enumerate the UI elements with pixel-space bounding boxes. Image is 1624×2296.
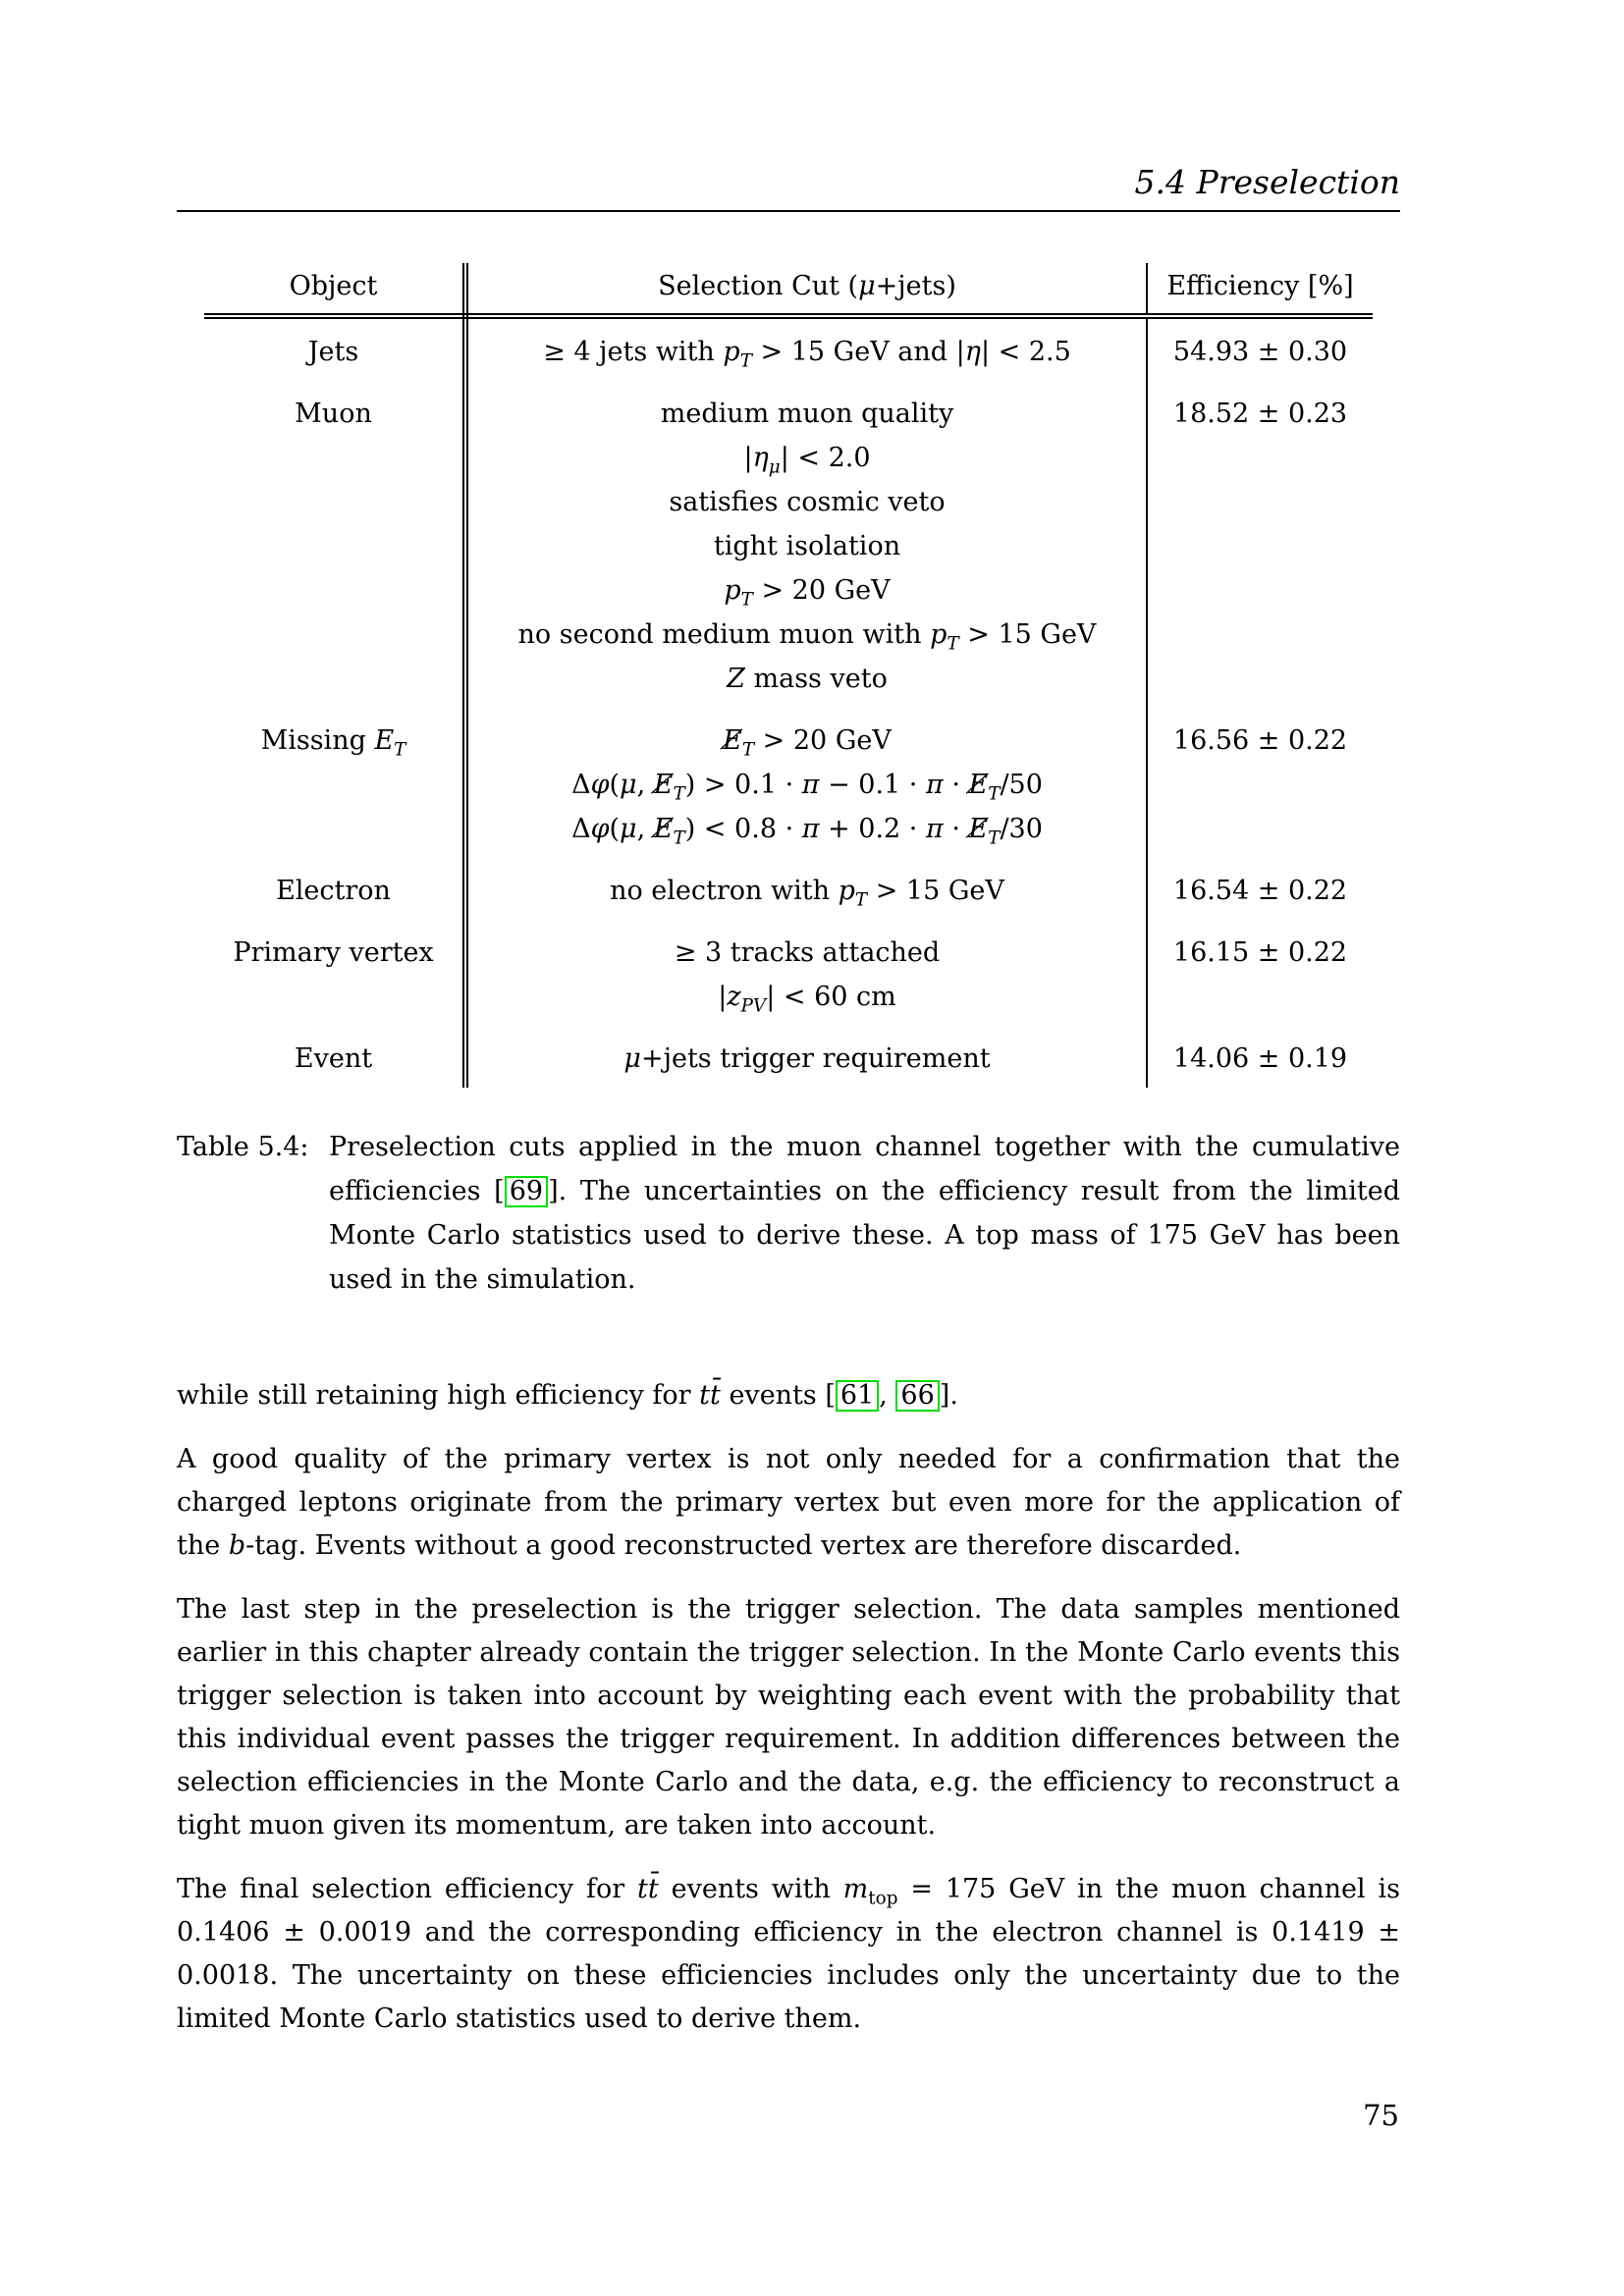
body-text <box>177 1374 1400 2041</box>
cuts-cell <box>465 708 1147 858</box>
body-paragraph-4: The final selection efficiency for tt̄ events with $m_{top} = 175$ GeV in the muon channel is 0.1406 ± 0.0019 and the corresponding efficiency in the electron channel is 0.1419 ± 0.0018. The uncertainty on these efficiencies includes only the uncertainty due to the limited Monte Carlo statistics used to derive them. <box>177 1874 1401 2034</box>
cut-line: satisfies cosmic veto <box>669 487 946 517</box>
cut-line: $|z_{PV}| < 60$ cm <box>718 982 896 1017</box>
column-header-efficiency: Efficiency [%] <box>1147 263 1373 316</box>
object-cell: Missing $E_T$ <box>204 708 465 858</box>
table-row-muon <box>204 381 1373 708</box>
caption-label: Table 5.4: <box>177 1132 309 1162</box>
cut-line: no electron with $p_T > 15$ GeV <box>610 876 1004 911</box>
cut-line: ≥ 3 tracks attached <box>674 937 941 968</box>
table-row-missing-et <box>204 708 1373 858</box>
header-rule <box>177 210 1400 212</box>
cuts-cell <box>465 1026 1147 1088</box>
cut-line: tight isolation <box>713 531 901 561</box>
running-header <box>177 0 1400 212</box>
table-row-primary-vertex <box>204 920 1373 1026</box>
object-cell: Primary vertex <box>204 920 465 1026</box>
cut-line: $p_T > 20$ GeV <box>724 575 891 611</box>
table-header-row <box>204 263 1373 316</box>
cuts-cell <box>465 381 1147 708</box>
efficiency-cell: 16.56 ± 0.22 <box>1172 725 1348 756</box>
caption-text: Preselection cuts applied in the muon channel together with the cumulative efficiencies [ 69 ]. The uncertainties on the efficiency result from the limited Monte Carlo statistics used to derive these. A top mass of 175 GeV has been used in the simulation. <box>329 1132 1400 1295</box>
object-cell: Jets <box>204 316 465 381</box>
cut-line: μ+jets trigger requirement <box>623 1043 991 1074</box>
efficiency-cell: 16.54 ± 0.22 <box>1172 876 1348 906</box>
object-cell: Event <box>204 1026 465 1088</box>
table-row-event <box>204 1026 1373 1088</box>
cuts-cell <box>465 316 1147 381</box>
text-block <box>177 0 1400 2041</box>
cuts-cell <box>465 858 1147 920</box>
body-paragraph-1: while still retaining high efficiency for tt̄ events [ 61 , 66 ]. <box>177 1380 958 1411</box>
citation-link[interactable]: 61 <box>836 1380 879 1412</box>
citation-link[interactable]: 69 <box>505 1176 548 1207</box>
column-header-selection-cut: Selection Cut (μ+jets) <box>465 263 1147 316</box>
body-paragraph-3: The last step in the preselection is the trigger selection. The data samples mentioned earlier in this chapter already contain the trigger selection. In the Monte Carlo events this trigger selection is taken into account by weighting each event with the probability that this individual event passes the trigger requirement. In addition differences between the selection efficiencies in the Monte Carlo and the data, e.g. the efficiency to reconstruct a tight muon given its momentum, are taken into account. <box>177 1594 1400 1841</box>
cut-line: Δφ(μ, $E̸_T) < 0.8 \cdot \pi + 0.2 \cdot \pi$ · $E̸_T/30$ <box>571 814 1043 849</box>
cut-line: ≥ 4 jets with $p_T > 15$ GeV and |η| < 2.5 <box>543 337 1071 372</box>
citation-link[interactable]: 66 <box>895 1380 939 1412</box>
efficiency-cell: 16.15 ± 0.22 <box>1172 937 1348 968</box>
cut-line: no second medium muon with $p_T > 15$ GeV <box>517 619 1097 655</box>
section-header-title: 5.4 Preselection <box>1134 163 1400 201</box>
cut-line: $|\eta_\mu| < 2.0$ <box>743 443 871 478</box>
object-cell: Muon <box>204 381 465 708</box>
page-number: 75 <box>1363 2099 1399 2132</box>
table-caption <box>177 1125 1400 1302</box>
cuts-cell <box>465 920 1147 1026</box>
object-cell: Electron <box>204 858 465 920</box>
table-row-electron <box>204 858 1373 920</box>
column-header-object: Object <box>204 263 465 316</box>
cut-line: Z mass veto <box>727 664 888 694</box>
cut-line: medium muon quality <box>660 399 954 429</box>
table-row-jets <box>204 316 1373 381</box>
body-paragraph-2: A good quality of the primary vertex is not only needed for a confirmation that the charged leptons originate from the primary vertex but even more for the application of the b-tag. Events without a good reconstructed vertex are therefore discarded. <box>177 1444 1400 1561</box>
efficiency-cell: 18.52 ± 0.23 <box>1172 399 1348 429</box>
preselection-table <box>204 263 1373 1088</box>
cut-line: Δφ(μ, $E̸_T) > 0.1 \cdot \pi - 0.1 \cdot \pi$ · $E̸_T/50$ <box>571 770 1043 805</box>
efficiency-cell: 54.93 ± 0.30 <box>1172 337 1348 367</box>
cut-line: $E̸_T > 20$ GeV <box>723 725 892 761</box>
efficiency-cell: 14.06 ± 0.19 <box>1172 1043 1348 1074</box>
